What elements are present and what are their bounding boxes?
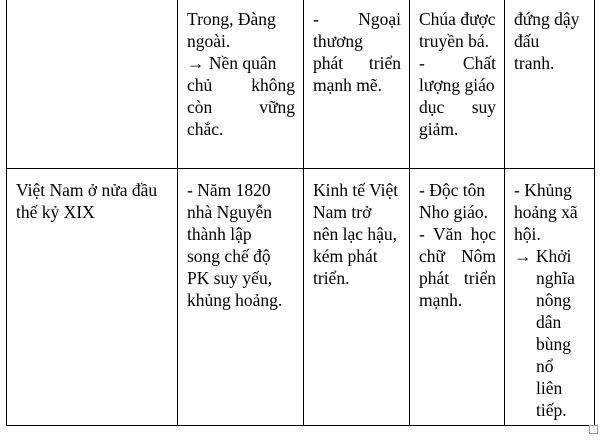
cell-line: song chế độ: [187, 246, 271, 266]
cell-line: tranh.: [514, 53, 555, 73]
cell-line: Việt Nam ở nửa đầu: [16, 180, 158, 200]
cell-line: Nho giáo.: [419, 202, 489, 222]
cell-line: hội.: [514, 224, 541, 244]
table-cell: [304, 0, 410, 169]
cell-line: giảm.: [419, 119, 459, 139]
cell-line: Nam trở: [313, 202, 372, 222]
table-cell: [410, 0, 505, 169]
cell-line: nông: [536, 290, 571, 310]
table-cell: [410, 169, 505, 426]
cell-line: tiếp.: [536, 400, 567, 420]
cell-line: dân: [536, 312, 562, 332]
table-cell: [178, 0, 304, 169]
cell-line: - Năm 1820: [187, 180, 271, 200]
cell-line: thành lập: [187, 224, 252, 244]
history-table: [6, 0, 595, 426]
cell-line: - Ngoại: [313, 9, 401, 29]
cell-line: - Văn học: [419, 224, 496, 244]
table-cell: [178, 169, 304, 426]
cell-line: thế kỷ XIX: [16, 202, 95, 222]
cell-line: đấu: [514, 31, 540, 51]
table-resize-handle[interactable]: [589, 425, 598, 434]
cell-line: - Độc tôn: [419, 180, 486, 200]
table-cell: [505, 0, 595, 169]
cell-line: đứng dậy: [514, 9, 580, 29]
cell-line: nghĩa: [536, 268, 575, 288]
cell-line: Kinh tế Việt: [313, 180, 399, 200]
cell-line: kém phát: [313, 246, 378, 266]
table-cell: [505, 169, 595, 426]
cell-line: ngoài.: [187, 31, 231, 51]
cell-line: triển.: [313, 268, 350, 288]
cell-line: phát triển: [419, 268, 496, 288]
cell-line: mạnh mẽ.: [313, 75, 383, 95]
cell-line: → Nền quân: [187, 53, 277, 73]
cell-line: Chúa được: [419, 9, 496, 29]
cell-line: còn vững: [187, 97, 295, 117]
cell-line: - Chất: [419, 53, 496, 73]
table-row: [7, 0, 595, 169]
cell-line: mạnh.: [419, 290, 463, 310]
cell-line: dục suy: [419, 97, 496, 117]
table-row: [7, 169, 595, 426]
cell-line: nhà Nguyễn: [187, 202, 273, 222]
table-cell: [7, 0, 178, 169]
cell-line: phát triển: [313, 53, 401, 73]
table-cell: [304, 169, 410, 426]
cell-line: thương: [313, 31, 363, 51]
cell-line: chữ Nôm: [419, 246, 496, 266]
cell-line: Trong, Đàng: [187, 9, 276, 29]
cell-line: chủ không: [187, 75, 295, 95]
cell-line: khủng hoảng.: [187, 290, 283, 310]
cell-line: nên lạc hậu,: [313, 224, 398, 244]
cell-line: truyền bá.: [419, 31, 489, 51]
cell-line: bùng nổ: [536, 334, 571, 376]
cell-line: PK suy yếu,: [187, 268, 273, 288]
cell-line: liên: [536, 378, 563, 398]
cell-line: → Khởi: [514, 246, 572, 266]
cell-line: chắc.: [187, 119, 224, 139]
table-cell: [7, 169, 178, 426]
cell-line: - Khủng: [514, 180, 572, 200]
cell-line: hoảng xã: [514, 202, 578, 222]
cell-line: lượng giáo: [419, 75, 495, 95]
